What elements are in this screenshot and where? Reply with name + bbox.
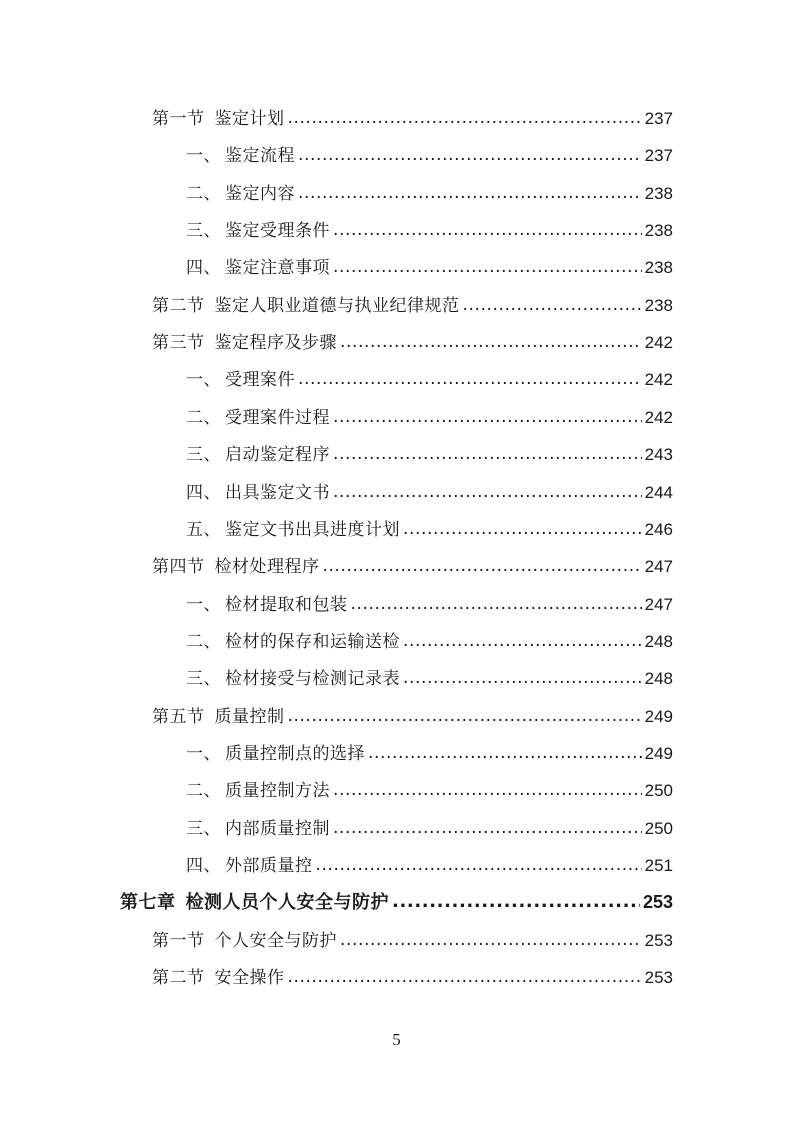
toc-entry-page: 249: [644, 743, 673, 763]
toc-entry-label: 五、: [186, 519, 221, 540]
toc-entry-item[interactable]: [186, 810, 673, 847]
toc-entry-item[interactable]: [186, 735, 673, 772]
toc-entry-title: 鉴定注意事项: [225, 258, 330, 279]
toc-entry-title: 鉴定程序及步骤: [214, 333, 337, 354]
toc-entry-page: 244: [644, 482, 673, 502]
toc-entry-page: 242: [644, 407, 673, 427]
toc-entry-title: 鉴定文书出具进度计划: [225, 519, 400, 540]
toc-entry-page: 247: [644, 594, 673, 614]
toc-entry-title: 出具鉴定文书: [225, 482, 330, 503]
toc-entry-item[interactable]: [186, 847, 673, 884]
dot-leader: [316, 847, 642, 884]
toc-entry-page: 238: [644, 258, 673, 278]
dot-leader: [298, 175, 642, 212]
toc-entry-page: 243: [644, 445, 673, 465]
dot-leader: [340, 324, 642, 361]
toc-entry-section[interactable]: [152, 922, 673, 959]
toc-entry-page: 253: [642, 892, 673, 913]
toc-entry-label: 第二节: [152, 295, 205, 316]
toc-entry-page: 238: [644, 295, 673, 315]
toc-entry-label: 二、: [186, 183, 221, 204]
toc-entry-page: 249: [644, 706, 673, 726]
toc-entry-section[interactable]: [152, 287, 673, 324]
toc-entry-section[interactable]: [152, 100, 673, 137]
toc-entry-page: 242: [644, 333, 673, 353]
toc-entry-title: 鉴定人职业道德与执业纪律规范: [214, 295, 460, 316]
dot-leader: [392, 883, 640, 920]
toc-entry-item[interactable]: [186, 772, 673, 809]
toc-entry-page: 248: [644, 631, 673, 651]
toc-entry-chapter[interactable]: [120, 884, 673, 921]
toc-entry-page: 246: [644, 519, 673, 539]
dot-leader: [403, 511, 642, 548]
dot-leader: [288, 698, 642, 735]
toc-entry-item[interactable]: [186, 175, 673, 212]
toc-entry-page: 253: [644, 968, 673, 988]
toc-entry-page: 237: [644, 146, 673, 166]
toc-entry-title: 检材处理程序: [214, 557, 320, 578]
toc-entry-page: 248: [644, 669, 673, 689]
toc-entry-item[interactable]: [186, 623, 673, 660]
toc-entry-label: 三、: [186, 818, 221, 839]
toc-entry-title: 受理案件过程: [225, 407, 330, 428]
dot-leader: [323, 548, 642, 585]
toc-entry-page: 250: [644, 781, 673, 801]
toc-entry-item[interactable]: [186, 249, 673, 286]
dot-leader: [288, 100, 642, 137]
toc-entry-label: 二、: [186, 631, 221, 652]
dot-leader: [333, 249, 642, 286]
dot-leader: [403, 623, 642, 660]
toc-entry-label: 二、: [186, 781, 221, 802]
toc-entry-item[interactable]: [186, 660, 673, 697]
toc-entry-label: 三、: [186, 221, 221, 242]
toc-entry-label: 一、: [186, 743, 221, 764]
toc-entry-title: 安全操作: [214, 968, 285, 989]
toc-entry-item[interactable]: [186, 586, 673, 623]
dot-leader: [298, 137, 642, 174]
dot-leader: [351, 586, 642, 623]
toc-entry-title: 检材接受与检测记录表: [225, 669, 400, 690]
toc-entry-item[interactable]: [186, 436, 673, 473]
toc-entry-item[interactable]: [186, 137, 673, 174]
toc-entry-title: 启动鉴定程序: [225, 445, 330, 466]
toc-entry-page: 242: [644, 370, 673, 390]
toc-entry-page: 250: [644, 818, 673, 838]
dot-leader: [333, 474, 642, 511]
toc-entry-label: 一、: [186, 370, 221, 391]
toc-entry-item[interactable]: [186, 474, 673, 511]
toc-entry-item[interactable]: [186, 399, 673, 436]
toc-entry-title: 检测人员个人安全与防护: [185, 892, 389, 914]
dot-leader: [333, 436, 642, 473]
toc-entry-label: 第五节: [152, 706, 205, 727]
page-number: 5: [392, 1030, 401, 1049]
toc-entry-section[interactable]: [152, 959, 673, 996]
toc-entry-label: 一、: [186, 146, 221, 167]
toc-entry-title: 检材的保存和运输送检: [225, 631, 400, 652]
toc-entry-label: 第一节: [152, 109, 205, 129]
toc-entry-label: 第七章: [120, 892, 176, 914]
toc-entry-label: 第二节: [152, 968, 205, 989]
toc-entry-title: 鉴定计划: [214, 109, 285, 129]
toc-entry-label: 三、: [186, 669, 221, 690]
dot-leader: [288, 959, 642, 996]
toc-entry-label: 四、: [186, 856, 221, 876]
dot-leader: [333, 772, 642, 809]
toc-entry-title: 质量控制点的选择: [225, 743, 365, 764]
dot-leader: [403, 660, 642, 697]
toc-entry-page: 247: [644, 557, 673, 577]
toc-entry-page: 238: [644, 183, 673, 203]
toc-entry-title: 内部质量控制: [225, 818, 330, 839]
dot-leader: [333, 810, 642, 847]
toc-entry-label: 第四节: [152, 557, 205, 578]
dot-leader: [340, 922, 642, 959]
dot-leader: [333, 212, 642, 249]
toc-entry-label: 一、: [186, 594, 221, 615]
toc-entry-title: 鉴定受理条件: [225, 221, 330, 242]
toc-entry-section[interactable]: [152, 548, 673, 585]
toc-entry-title: 质量控制方法: [225, 781, 330, 802]
toc-entry-label: 第一节: [152, 930, 205, 951]
toc-entry-page: 251: [644, 856, 673, 875]
dot-leader: [333, 399, 642, 436]
toc-entry-item[interactable]: [186, 511, 673, 548]
toc-entry-title: 质量控制: [214, 706, 285, 727]
toc-entry-title: 个人安全与防护: [214, 930, 337, 951]
toc-entry-title: 鉴定内容: [225, 183, 295, 204]
toc-entry-page: 237: [644, 109, 673, 128]
toc-entry-title: 外部质量控: [225, 856, 313, 876]
toc-entry-page: 238: [644, 221, 673, 241]
toc-entry-label: 四、: [186, 482, 221, 503]
dot-leader: [463, 287, 642, 324]
dot-leader: [368, 735, 642, 772]
toc-entry-title: 鉴定流程: [225, 146, 295, 167]
toc-entry-label: 第三节: [152, 333, 205, 354]
toc-entry-label: 二、: [186, 407, 221, 428]
toc-entry-label: 四、: [186, 258, 221, 279]
dot-leader: [298, 361, 642, 398]
toc-entry-section[interactable]: [152, 324, 673, 361]
toc-entry-page: 253: [644, 930, 673, 950]
toc-entry-item[interactable]: [186, 212, 673, 249]
toc-entry-title: 受理案件: [225, 370, 295, 391]
toc-entry-section[interactable]: [152, 698, 673, 735]
toc-entry-item[interactable]: [186, 361, 673, 398]
toc-entry-label: 三、: [186, 445, 221, 466]
toc-entry-title: 检材提取和包装: [225, 594, 348, 615]
